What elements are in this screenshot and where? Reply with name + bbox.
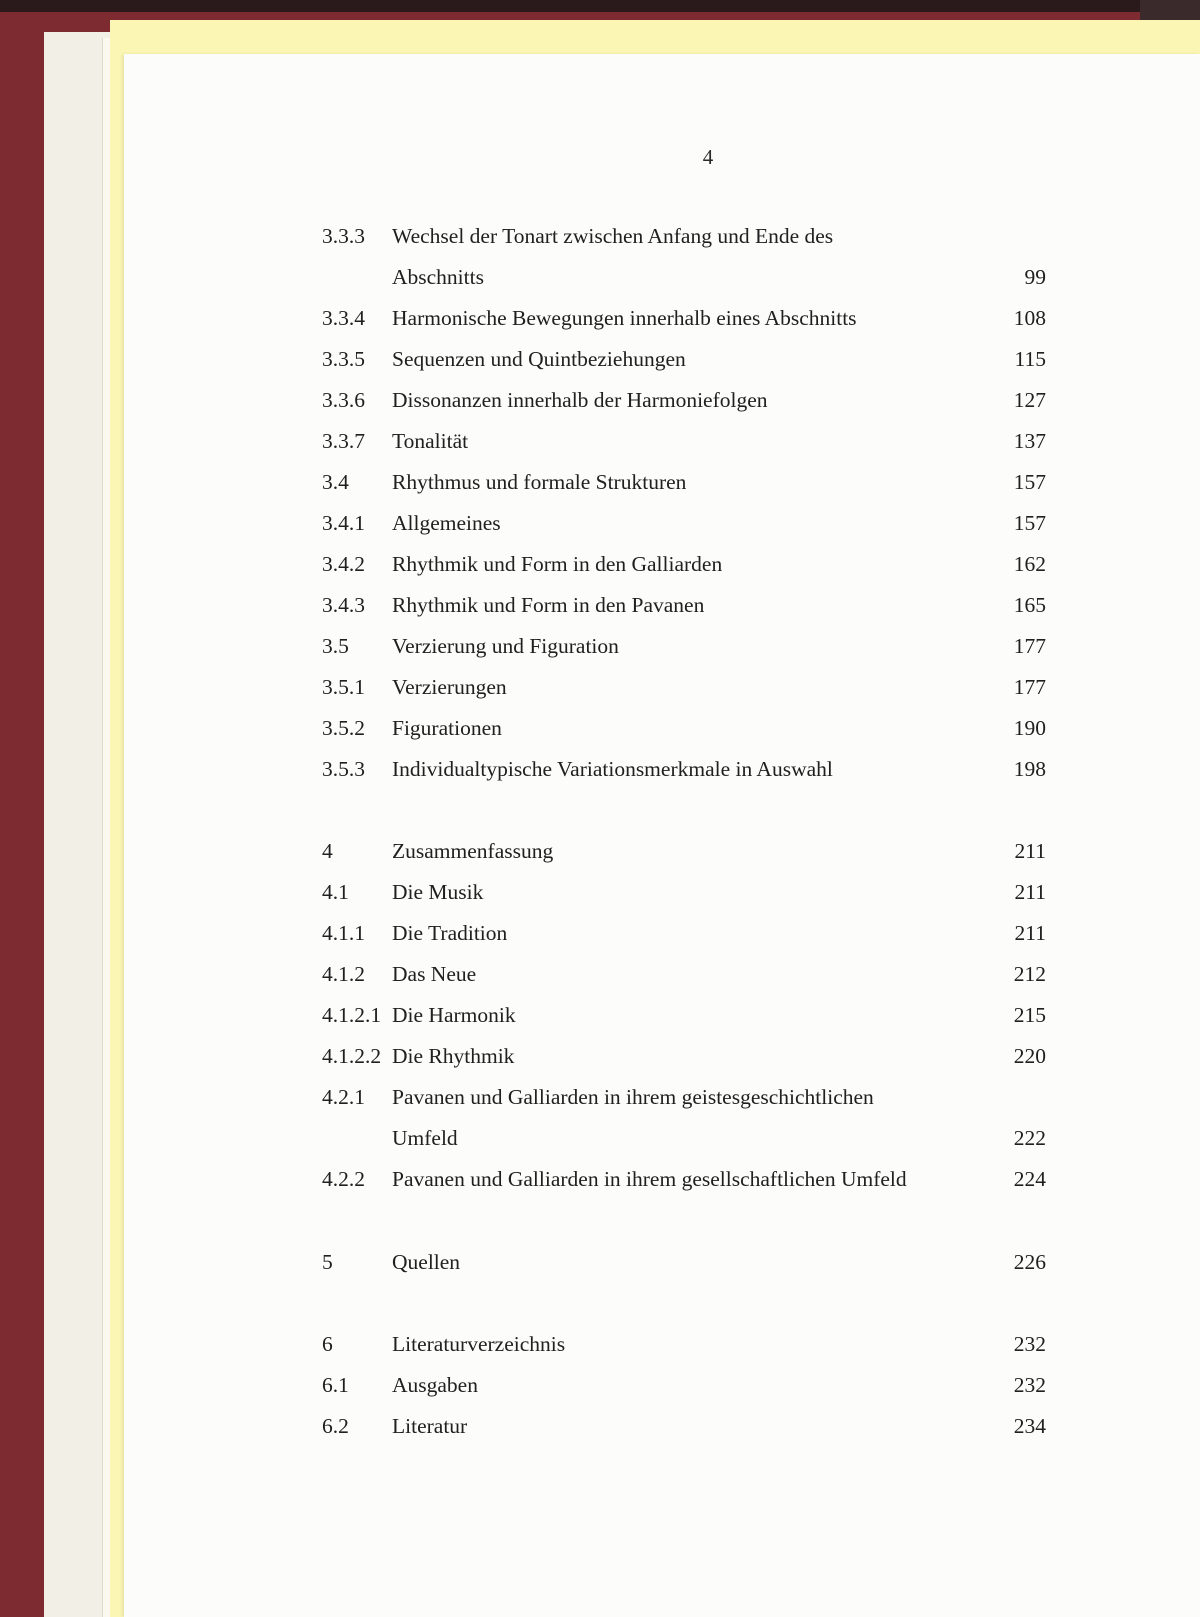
toc-entry-number: 3.3.3 (322, 224, 365, 248)
toc-entry-page: 232 (1013, 1332, 1046, 1356)
toc-entry-title: Verzierung und Figuration (392, 634, 619, 658)
toc-entry-title: Pavanen und Galliarden in ihrem geistesgeschichtlichen (392, 1085, 874, 1109)
toc-entry-title: Das Neue (392, 962, 477, 986)
toc-entry-title: Rhythmus und formale Strukturen (392, 470, 687, 494)
toc-entry-number: 4.1.2.1 (322, 1003, 382, 1027)
toc-entry-title: Die Tradition (392, 921, 508, 945)
toc-entry-page: 115 (1014, 347, 1046, 371)
toc-entry-title: Figurationen (392, 716, 502, 740)
toc-entry-number: 4.1.1 (322, 921, 365, 945)
toc-entry-title: Die Musik (392, 880, 484, 904)
toc-entry-title: Umfeld (392, 1126, 458, 1150)
toc-entry-number: 3.5.2 (322, 716, 365, 740)
toc-entry-page: 211 (1014, 880, 1046, 904)
toc-entry-title: Die Rhythmik (392, 1044, 515, 1068)
toc-entry-number: 6.1 (322, 1373, 349, 1397)
toc-entry-number: 3.3.5 (322, 347, 365, 371)
toc-entry-number: 3.5 (322, 634, 349, 658)
toc-entry-title: Rhythmik und Form in den Galliarden (392, 552, 723, 576)
toc-entry-title: Literaturverzeichnis (392, 1332, 566, 1356)
toc-entry-page: 226 (1013, 1250, 1046, 1274)
toc-entry-number: 3.3.6 (322, 388, 365, 412)
toc-entry-page: 215 (1013, 1003, 1046, 1027)
toc-entry-title: Quellen (392, 1250, 461, 1274)
toc-entry-number: 3.4.1 (322, 511, 365, 535)
toc-entry-number: 4.2.1 (322, 1085, 365, 1109)
toc-entry-page: 224 (1013, 1167, 1046, 1191)
toc-entry-title: Pavanen und Galliarden in ihrem gesellschaftlichen Umfeld (392, 1167, 907, 1191)
toc-entry-page: 157 (1013, 511, 1046, 535)
toc-entry-page: 99 (1024, 265, 1046, 289)
toc-entry-page: 234 (1013, 1414, 1046, 1438)
page-number: 4 (702, 145, 714, 169)
toc-entry-page: 220 (1013, 1044, 1046, 1068)
book-cover-edge (0, 0, 1200, 12)
toc-entry-title: Harmonische Bewegungen innerhalb eines Abschnitts (392, 306, 857, 330)
toc-entry-number: 6 (322, 1332, 333, 1356)
toc-entry-number: 4.2.2 (322, 1167, 365, 1191)
toc-entry-page: 165 (1013, 593, 1046, 617)
toc-entry-page: 222 (1013, 1126, 1046, 1150)
toc-entry-title: Sequenzen und Quintbeziehungen (392, 347, 686, 371)
toc-entry-title: Rhythmik und Form in den Pavanen (392, 593, 705, 617)
toc-entry-title: Literatur (392, 1414, 468, 1438)
toc-entry-title: Wechsel der Tonart zwischen Anfang und Ende des (392, 224, 834, 248)
toc-entry-page: 137 (1013, 429, 1046, 453)
toc-entry-page: 177 (1013, 675, 1046, 699)
toc-entry-number: 5 (322, 1250, 333, 1274)
toc-entry-title: Allgemeines (392, 511, 501, 535)
toc-entry-page: 127 (1013, 388, 1046, 412)
toc-entry-number: 3.4.2 (322, 552, 365, 576)
toc-entry-page: 177 (1013, 634, 1046, 658)
toc-entry-title: Tonalität (392, 429, 469, 453)
toc-entry-title: Verzierungen (392, 675, 507, 699)
toc-entry-page: 232 (1013, 1373, 1046, 1397)
toc-entry-title: Abschnitts (392, 265, 484, 289)
toc-entry-page: 162 (1013, 552, 1046, 576)
toc-entry-number: 3.4 (322, 470, 349, 494)
toc-entry-number: 4.1 (322, 880, 349, 904)
toc-entry-page: 211 (1014, 921, 1046, 945)
toc-entry-page: 212 (1013, 962, 1046, 986)
toc-entry-page: 190 (1013, 716, 1046, 740)
toc-entry-number: 3.5.1 (322, 675, 365, 699)
toc-entry-number: 4.1.2.2 (322, 1044, 382, 1068)
toc-entry-title: Individualtypische Variationsmerkmale in Auswahl (392, 757, 833, 781)
toc-entry-number: 3.5.3 (322, 757, 365, 781)
toc-entry-page: 211 (1014, 839, 1046, 863)
toc-entry-number: 3.3.7 (322, 429, 365, 453)
toc-entry-number: 6.2 (322, 1414, 349, 1438)
toc-entry-page: 198 (1013, 757, 1046, 781)
toc-entry-number: 3.3.4 (322, 306, 365, 330)
toc-entry-number: 3.4.3 (322, 593, 365, 617)
toc-entry-title: Ausgaben (392, 1373, 478, 1397)
toc-entry-title: Die Harmonik (392, 1003, 516, 1027)
toc-entry-page: 108 (1013, 306, 1046, 330)
toc-entry-title: Dissonanzen innerhalb der Harmoniefolgen (392, 388, 768, 412)
toc-entry-title: Zusammenfassung (392, 839, 554, 863)
toc-entry-number: 4.1.2 (322, 962, 365, 986)
toc-entry-number: 4 (322, 839, 333, 863)
toc-entry-page: 157 (1013, 470, 1046, 494)
